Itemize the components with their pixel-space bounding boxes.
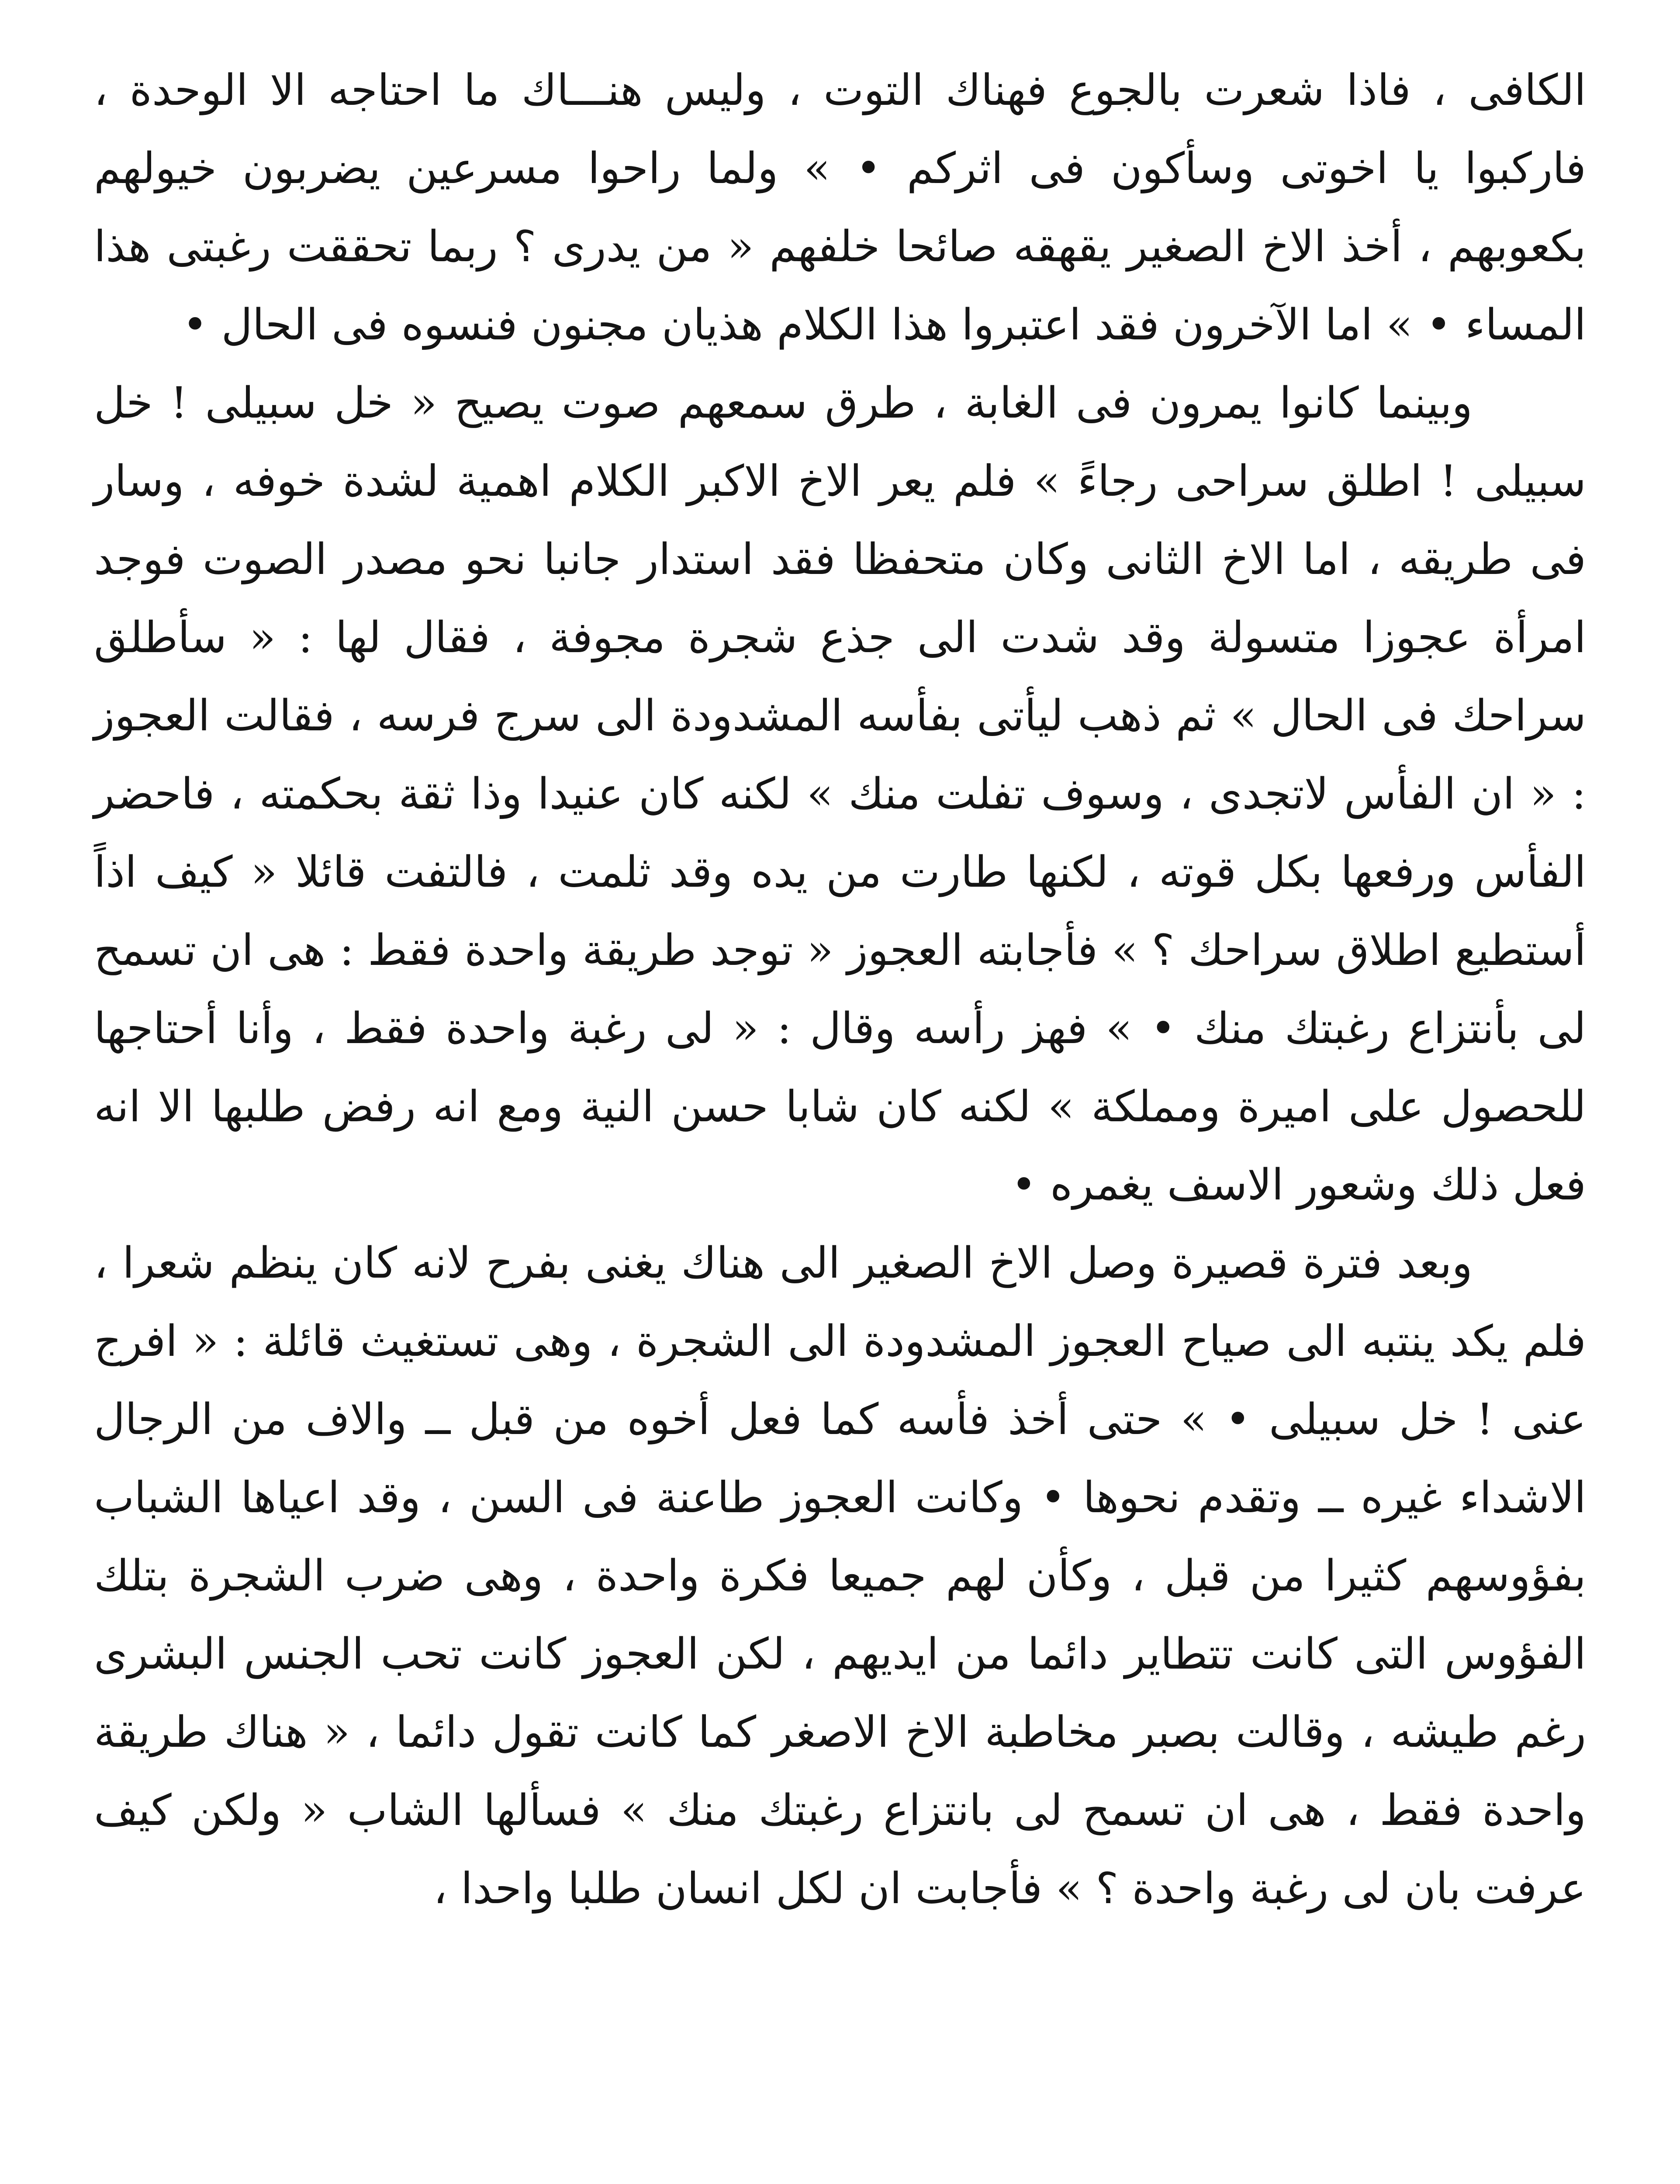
paragraph-3: وبعد فترة قصيرة وصل الاخ الصغير الى هناك يغنى بفرح لانه كان ينظم شعرا ، فلم يكد ينتبه الى صياح العجوز المشدودة الى الشجرة ، وهى تستغيث قائلة : « افرج عنى ! خل سبيلى • » حتى أخذ فأسه كما فعل أخوه من قبل ــ والاف من الرجال الاشداء غيره ــ وتقدم نحوها • وكانت العجوز طاعنة فى السن ، وقد اعياها الشباب بفؤوسهم كثيرا من قبل ، وكأن لهم جميعا فكرة واحدة ، وهى ضرب الشجرة بتلك الفؤوس التى كانت تتطاير دائما من ايديهم ، لكن العجوز كانت تحب الجنس البشرى رغم طيشه ، وقالت بصبر مخاطبة الاخ الاصغر كما كانت تقول دائما ، « هناك طريقة واحدة فقط ، هى ان تسمح لى بانتزاع رغبتك منك » فسألها الشاب « ولكن كيف عرفت بان لى رغبة واحدة ؟ » فأجابت ان لكل انسان طلبا واحدا ، [94, 1238, 1586, 1914]
paragraph-2: وبينما كانوا يمرون فى الغابة ، طرق سمعهم صوت يصيح « خل سبيلى ! خل سبيلى ! اطلق سراحى رجاءً » فلم يعر الاخ الاكبر الكلام اهمية لشدة خوفه ، وسار فى طريقه ، اما الاخ الثانى وكان متحفظا فقد استدار جانبا نحو مصدر الصوت فوجد امرأة عجوزا متسولة وقد شدت الى جذع شجرة مجوفة ، فقال لها : « سأطلق سراحك فى الحال » ثم ذهب ليأتى بفأسه المشدودة الى سرج فرسه ، فقالت العجوز : « ان الفأس لاتجدى ، وسوف تفلت منك » لكنه كان عنيدا وذا ثقة بحكمته ، فاحضر الفأس ورفعها بكل قوته ، لكنها طارت من يده وقد ثلمت ، فالتفت قائلا « كيف اذاً أستطيع اطلاق سراحك ؟ » فأجابته العجوز « توجد طريقة واحدة فقط : هى ان تسمح لى بأنتزاع رغبتك منك • » فهز رأسه وقال : « لى رغبة واحدة فقط ، وأنا أحتاجها للحصول على اميرة ومملكة » لكنه كان شابا حسن النية ومع انه رفض طلبها الا انه فعل ذلك وشعور الاسف يغمره • [94, 378, 1586, 1210]
paragraph-1: الكافى ، فاذا شعرت بالجوع فهناك التوت ، وليس هنـــاك ما احتاجه الا الوحدة ، فاركبوا يا اخوتى وسأكون فى اثركم • » ولما راحوا مسرعين يضربون خيولهم بكعوبهم ، أخذ الاخ الصغير يقهقه صائحا خلفهم « من يدرى ؟ ربما تحققت رغبتى هذا المساء • » اما الآخرون فقد اعتبروا هذا الكلام هذيان مجنون فنسوه فى الحال • [94, 66, 1586, 350]
body-text [94, 52, 1586, 1928]
